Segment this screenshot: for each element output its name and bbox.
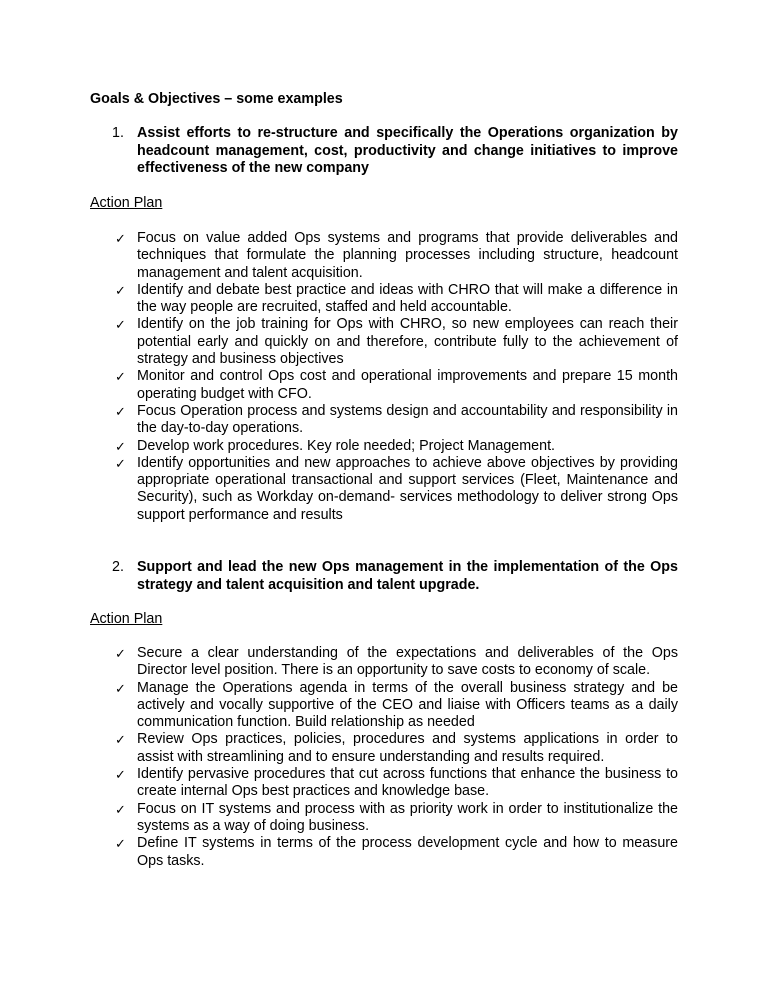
list-item: ✓ Focus Operation process and systems design and accountability and responsibility in the day-to-day operations. — [115, 402, 678, 437]
goal-number: 1. — [112, 125, 124, 141]
goal-text: Support and lead the new Ops management in the implementation of the Ops strategy and talent acquisition and talent upgrade. — [137, 559, 678, 593]
goal-2 — [112, 559, 678, 594]
checkmark-icon: ✓ — [115, 836, 126, 852]
list-item: ✓ Identify and debate best practice and ideas with CHRO that will make a difference in the way people are recruited, staffed and held accountable. — [115, 281, 678, 316]
list-item: ✓ Define IT systems in terms of the process development cycle and how to measure Ops tasks. — [115, 835, 678, 869]
action-plan-heading: Action Plan — [90, 195, 163, 211]
list-item: ✓ Focus on IT systems and process with as priority work in order to institutionalize the systems as a way of doing business. — [115, 800, 678, 834]
list-item: ✓ Manage the Operations agenda in terms of the overall business strategy and be actively and vocally supportive of the CEO and liaise with Officers teams as a daily communication function. Build relationship as needed — [115, 679, 678, 731]
list-item: ✓ Review Ops practices, policies, procedures and systems applications in order to assist with streamlining and to ensure understanding and results required. — [115, 731, 678, 765]
action-plan-heading: Action Plan — [90, 611, 163, 627]
checkmark-icon: ✓ — [115, 317, 126, 333]
checkmark-icon: ✓ — [115, 646, 126, 661]
goal-1 — [112, 125, 678, 178]
list-item: ✓ Secure a clear understanding of the expectations and deliverables of the Ops Director level position. There is an opportunity to save costs to economy of scale. — [115, 645, 678, 679]
action-plan-list-2 — [115, 645, 678, 870]
list-item: ✓ Identify on the job training for Ops with CHRO, so new employees can reach their potential early and quickly on and therefore, contribute fully to the achievement of strategy and business objectives — [115, 316, 678, 368]
checkmark-icon: ✓ — [115, 282, 126, 298]
checkmark-icon: ✓ — [115, 438, 126, 454]
checkmark-icon: ✓ — [115, 403, 126, 419]
checkmark-icon: ✓ — [115, 369, 126, 385]
list-item: ✓ Focus on value added Ops systems and programs that provide deliverables and techniques that formulate the planning processes including structure, headcount management and talent acquisition. — [115, 230, 678, 281]
goal-number: 2. — [112, 559, 124, 575]
list-item: ✓ Monitor and control Ops cost and operational improvements and prepare 15 month operating budget with CFO. — [115, 368, 678, 402]
checkmark-icon: ✓ — [115, 801, 126, 817]
checkmark-icon: ✓ — [115, 231, 126, 246]
list-item: ✓ Identify opportunities and new approaches to achieve above objectives by providing appropriate operational transactional and support services (Fleet, Maintenance and Security), such as Workday on-demand- services methodology to deliver strong Ops support performance and results — [115, 454, 678, 523]
checkmark-icon: ✓ — [115, 732, 126, 748]
checkmark-icon: ✓ — [115, 680, 126, 696]
checkmark-icon: ✓ — [115, 455, 126, 471]
page-title: Goals & Objectives – some examples — [90, 91, 343, 107]
goal-text: Assist efforts to re-structure and specifically the Operations organization by headcount management, cost, productivity and change initiatives to improve effectiveness of the new company — [137, 125, 678, 176]
action-plan-list-1 — [115, 230, 678, 524]
list-item: ✓ Develop work procedures. Key role needed; Project Management. — [115, 437, 556, 454]
checkmark-icon: ✓ — [115, 767, 126, 783]
list-item: ✓ Identify pervasive procedures that cut across functions that enhance the business to create internal Ops best practices and knowledge base. — [115, 766, 678, 800]
